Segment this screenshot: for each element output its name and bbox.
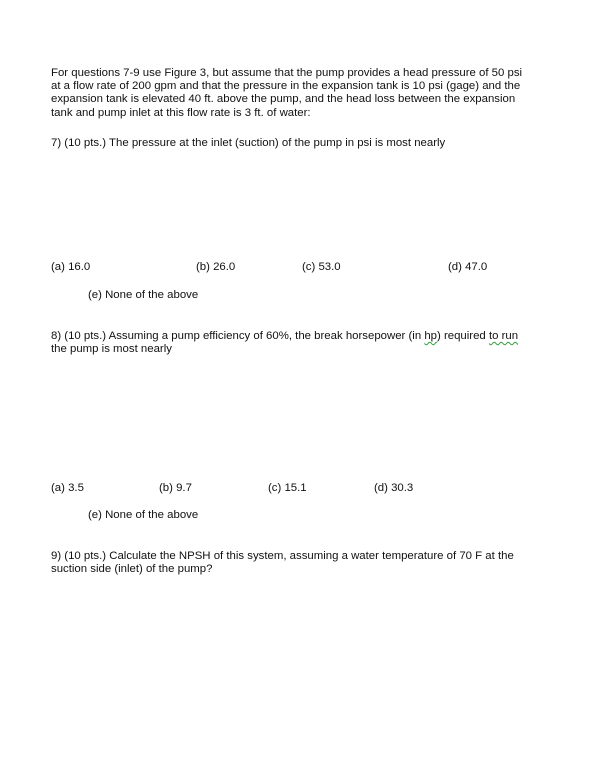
q8-choice-b: (b) 9.7	[159, 482, 192, 494]
q8-text-to-run: to run	[488, 330, 519, 342]
q8-text-part2: ) required	[437, 330, 489, 342]
q7-choice-b: (b) 26.0	[196, 261, 236, 273]
q8-text-part1: 8) (10 pts.) Assuming a pump efficiency of 60%, the break horsepower (in	[51, 330, 425, 342]
q7-choice-a: (a) 16.0	[51, 261, 91, 273]
q8-line-2: the pump is most nearly	[51, 343, 172, 356]
q8-choice-d: (d) 30.3	[374, 482, 414, 494]
intro-line-4: tank and pump inlet at this flow rate is 3 ft. of water:	[51, 106, 311, 119]
q7-choice-c: (c) 53.0	[302, 261, 341, 273]
question-9-prompt	[51, 550, 561, 576]
q7-choice-d: (d) 47.0	[448, 261, 488, 273]
q8-choice-c: (c) 15.1	[268, 482, 307, 494]
q8-choice-a: (a) 3.5	[51, 482, 84, 494]
question-8-prompt	[51, 330, 561, 356]
q8-choice-e: (e) None of the above	[88, 509, 199, 521]
q8-line-1	[51, 330, 561, 343]
q9-line-2: suction side (inlet) of the pump?	[51, 563, 213, 576]
q9-line-1: 9) (10 pts.) Calculate the NPSH of this system, assuming a water temperature of 70 F at the	[51, 550, 514, 562]
intro-line-2: at a flow rate of 200 gpm and that the pressure in the expansion tank is 10 psi (gage) and the	[51, 80, 521, 93]
intro-paragraph	[51, 67, 561, 120]
intro-line-1: For questions 7-9 use Figure 3, but assume that the pump provides a head pressure of 50 psi	[51, 67, 523, 79]
intro-line-3: expansion tank is elevated 40 ft. above the pump, and the head loss between the expansion	[51, 93, 516, 106]
q7-choice-e: (e) None of the above	[88, 289, 199, 301]
q8-text-hp: hp	[424, 330, 438, 342]
question-7-prompt: 7) (10 pts.) The pressure at the inlet (suction) of the pump in psi is most nearly	[51, 137, 446, 149]
